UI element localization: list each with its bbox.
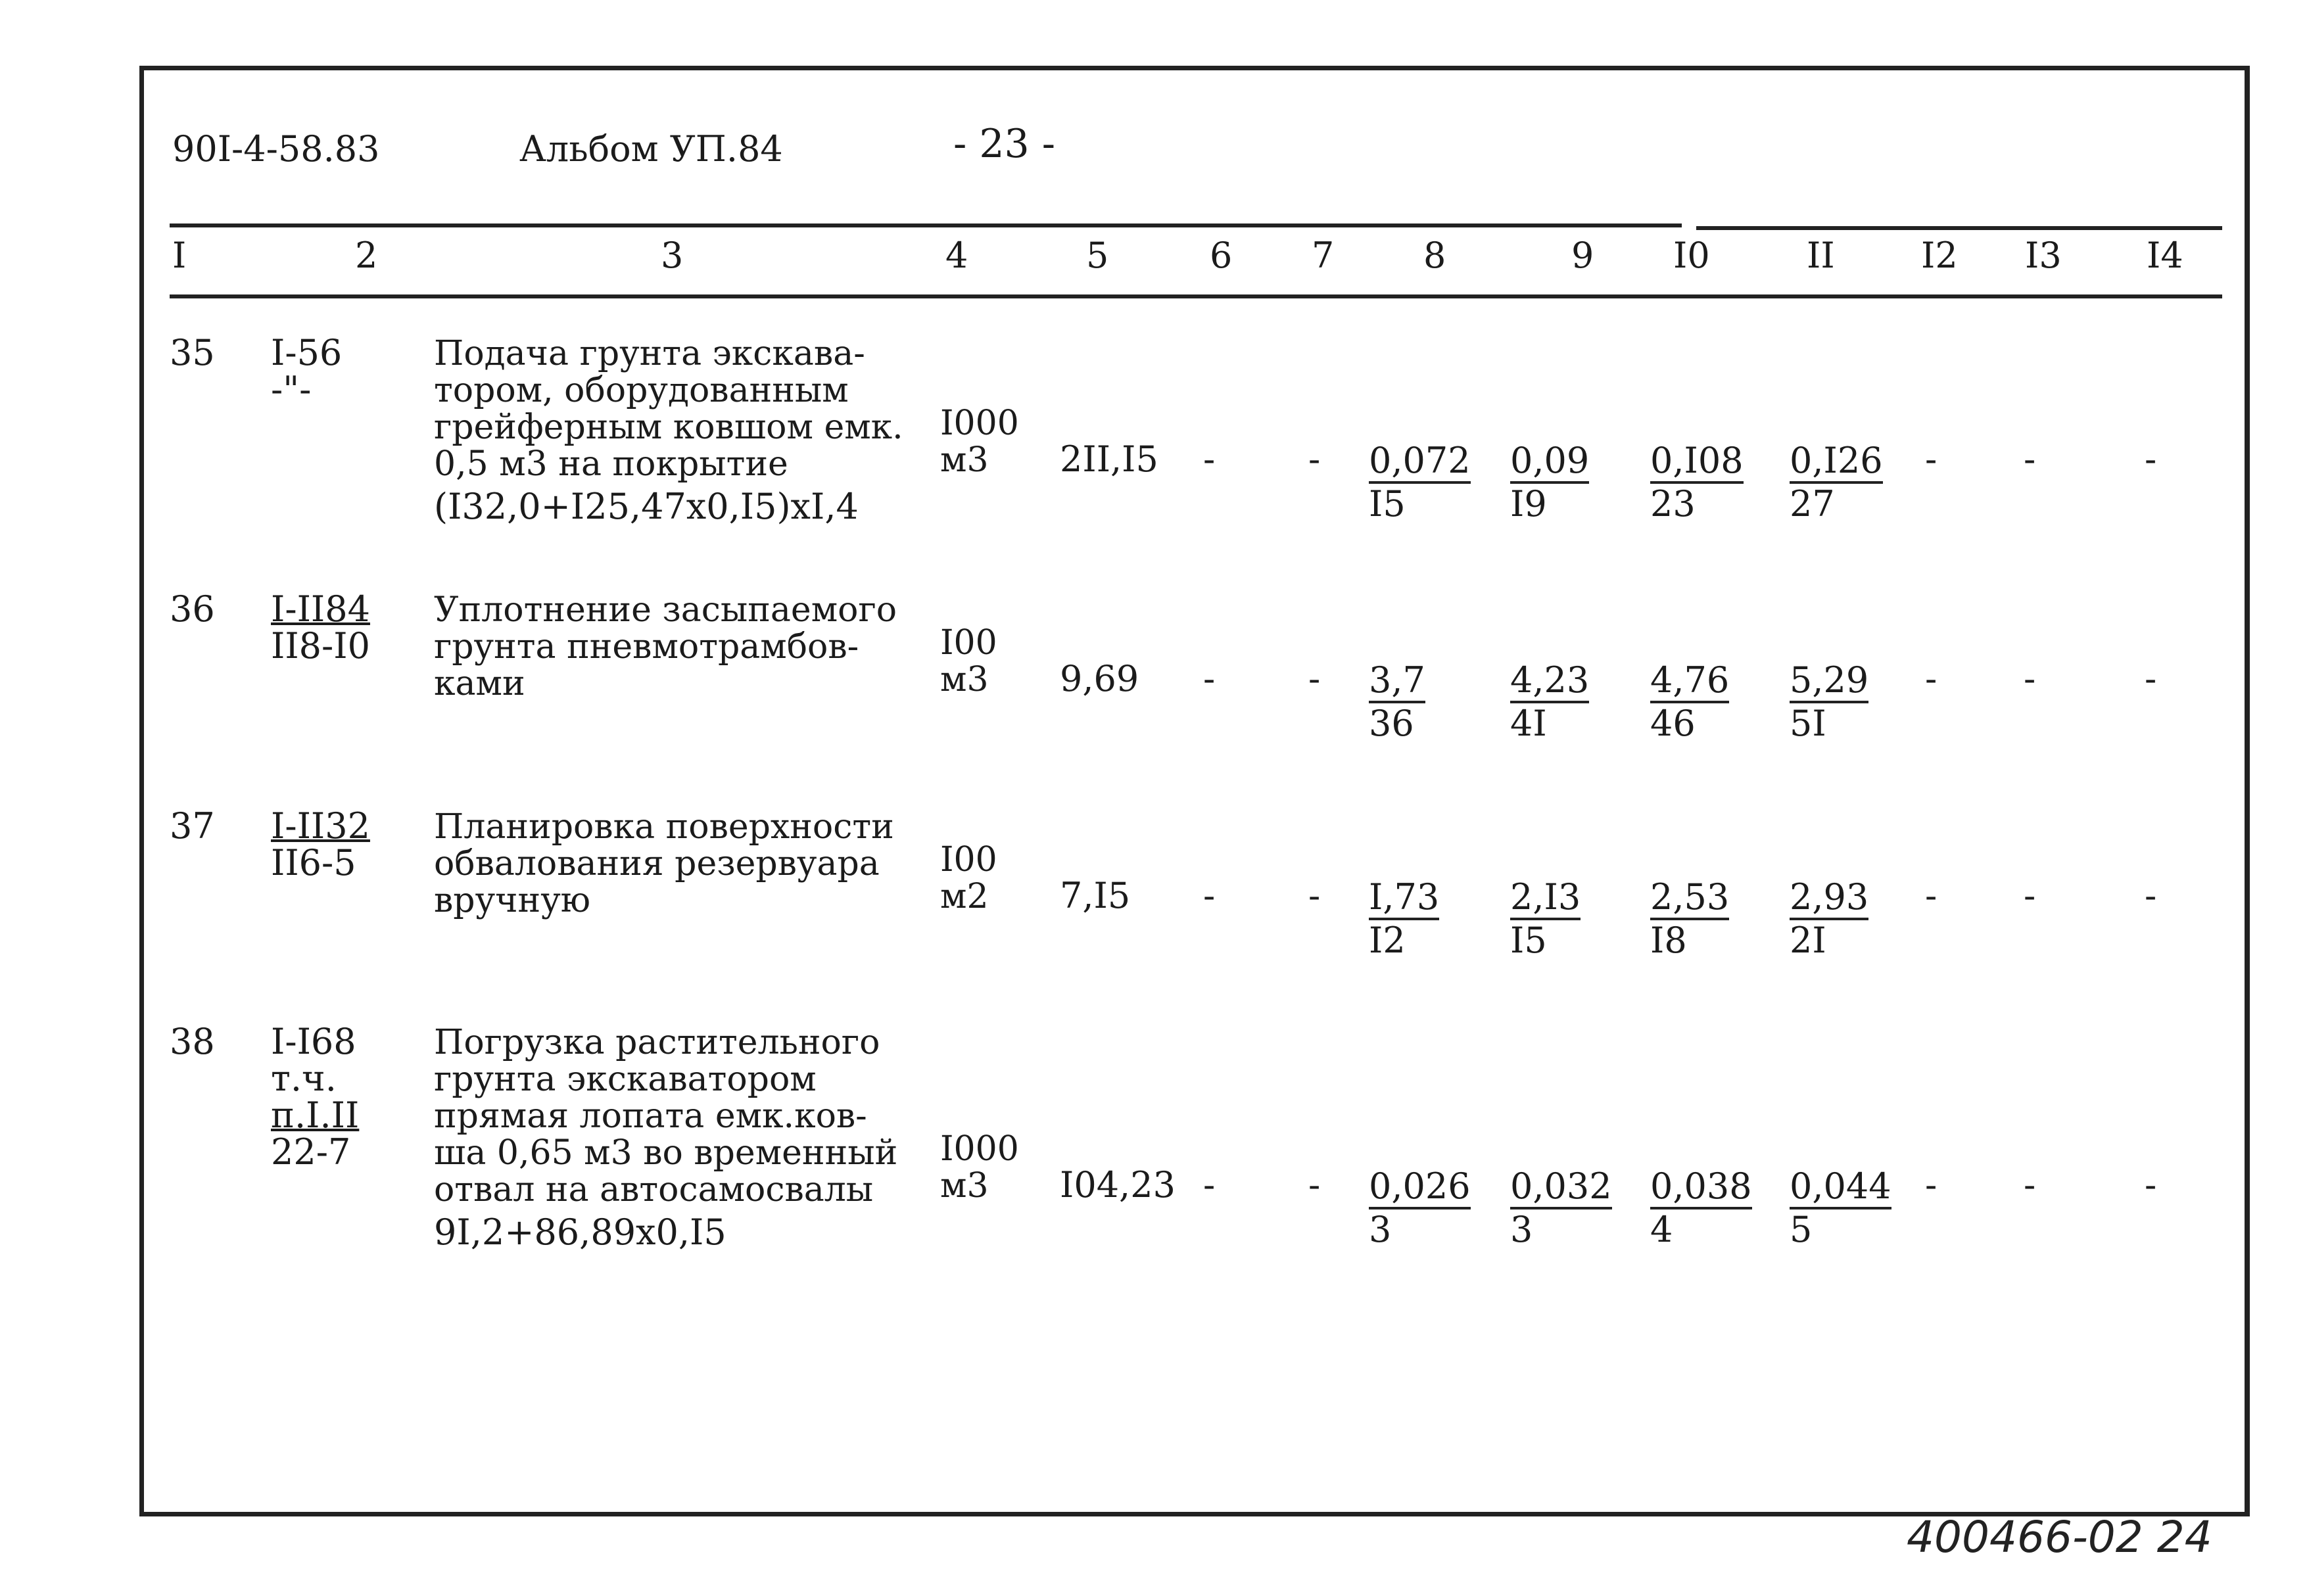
row-fraction-col11 xyxy=(1790,1167,1891,1250)
row-col6: - xyxy=(1203,875,1216,916)
row-code-line: I-I68 xyxy=(271,1021,356,1062)
row-col13: - xyxy=(2024,438,2036,480)
row-unit: I000 м3 xyxy=(940,1129,1019,1206)
row-fraction-col8 xyxy=(1369,442,1471,525)
row-quantity: 2II,I5 xyxy=(1060,438,1158,480)
album-label: Альбом УП.84 xyxy=(519,128,783,170)
fraction-denominator: 23 xyxy=(1650,483,1696,525)
fraction-denominator: 5 xyxy=(1790,1209,1813,1250)
row-col7: - xyxy=(1308,658,1321,699)
row-col12: - xyxy=(1925,875,1938,916)
row-fraction-col9 xyxy=(1510,442,1589,525)
row-col7: - xyxy=(1308,438,1321,480)
row-code-line: II6-5 xyxy=(271,842,356,883)
handwritten-archive-code: 400466-02 24 xyxy=(1907,1512,2212,1562)
fraction-numerator: 0,072 xyxy=(1369,442,1471,484)
column-header-13: I3 xyxy=(2025,235,2062,276)
row-code-line: I-56 xyxy=(271,332,343,373)
fraction-denominator: 27 xyxy=(1790,483,1835,525)
column-header-5: 5 xyxy=(1086,235,1109,276)
fraction-numerator: 2,53 xyxy=(1650,878,1729,920)
row-formula: 9I,2+86,89x0,I5 xyxy=(434,1211,726,1253)
fraction-numerator: 0,I26 xyxy=(1790,442,1883,484)
fraction-numerator: 2,I3 xyxy=(1510,878,1581,920)
column-header-14: I4 xyxy=(2147,235,2183,276)
row-fraction-col10 xyxy=(1650,661,1729,744)
fraction-numerator: 4,76 xyxy=(1650,661,1729,703)
row-fraction-col9 xyxy=(1510,878,1581,961)
column-header-11: II xyxy=(1807,235,1835,276)
row-fraction-col8 xyxy=(1369,878,1439,961)
row-fraction-col11 xyxy=(1790,878,1868,961)
fraction-numerator: 0,09 xyxy=(1510,442,1589,484)
fraction-numerator: 0,038 xyxy=(1650,1167,1752,1209)
row-description: Погрузка растительного грунта экскаватором прямая лопата емк.ков- ша 0,65 м3 во временный отвал на автосамосвалы xyxy=(434,1023,898,1209)
fraction-denominator: 5I xyxy=(1790,703,1826,744)
row-number: 36 xyxy=(170,588,215,630)
column-header-12: I2 xyxy=(1921,235,1958,276)
fraction-numerator: 2,93 xyxy=(1790,878,1868,920)
column-header-8: 8 xyxy=(1423,235,1446,276)
row-description: Подача грунта экскава- тором, оборудованным грейферным ковшом емк. 0,5 м3 на покрытие xyxy=(434,334,903,484)
row-col12: - xyxy=(1925,1164,1938,1206)
column-header-4: 4 xyxy=(945,235,968,276)
row-unit: I00 м2 xyxy=(940,840,997,916)
fraction-numerator: 4,23 xyxy=(1510,661,1589,703)
row-fraction-col8 xyxy=(1369,661,1425,744)
row-unit: I000 м3 xyxy=(940,404,1019,480)
row-quantity: 9,69 xyxy=(1060,658,1139,699)
row-col14: - xyxy=(2145,1164,2157,1206)
column-header-1: I xyxy=(172,235,187,276)
fraction-denominator: 3 xyxy=(1510,1209,1533,1250)
row-code-line: 22-7 xyxy=(271,1131,351,1173)
row-col14: - xyxy=(2145,438,2157,480)
fraction-denominator: 36 xyxy=(1369,703,1414,744)
row-col14: - xyxy=(2145,875,2157,916)
column-header-3: 3 xyxy=(661,235,684,276)
column-header-2: 2 xyxy=(355,235,378,276)
row-col6: - xyxy=(1203,658,1216,699)
row-fraction-col10 xyxy=(1650,1167,1752,1250)
row-description: Планировка поверхности обвалования резервуара вручную xyxy=(434,807,894,920)
row-description: Уплотнение засыпаемого грунта пневмотрамбов- ками xyxy=(434,590,897,703)
fraction-numerator: 0,I08 xyxy=(1650,442,1744,484)
row-col13: - xyxy=(2024,875,2036,916)
column-header-6: 6 xyxy=(1210,235,1233,276)
fraction-denominator: 46 xyxy=(1650,703,1696,744)
page-number: - 23 - xyxy=(953,121,1056,167)
row-fraction-col10 xyxy=(1650,878,1729,961)
page-frame xyxy=(139,66,2250,1516)
row-col7: - xyxy=(1308,1164,1321,1206)
row-col12: - xyxy=(1925,438,1938,480)
column-header-9: 9 xyxy=(1571,235,1594,276)
fraction-denominator: 3 xyxy=(1369,1209,1392,1250)
row-code-line: т.ч. xyxy=(271,1058,337,1099)
row-formula: (I32,0+I25,47x0,I5)xI,4 xyxy=(434,486,859,527)
header-rule-top-left xyxy=(170,223,1682,227)
row-col6: - xyxy=(1203,438,1216,480)
column-header-7: 7 xyxy=(1312,235,1335,276)
row-code-line: -"- xyxy=(271,369,312,410)
fraction-denominator: I8 xyxy=(1650,920,1687,961)
fraction-numerator: 0,032 xyxy=(1510,1167,1612,1209)
row-col13: - xyxy=(2024,1164,2036,1206)
row-code-line: II8-I0 xyxy=(271,625,370,667)
row-fraction-col10 xyxy=(1650,442,1744,525)
row-quantity: I04,23 xyxy=(1060,1164,1176,1206)
row-fraction-col11 xyxy=(1790,442,1883,525)
row-code-line: п.I.II xyxy=(271,1094,360,1136)
row-col12: - xyxy=(1925,658,1938,699)
row-code-line: I-II84 xyxy=(271,588,370,630)
fraction-numerator: 5,29 xyxy=(1790,661,1868,703)
fraction-denominator: I2 xyxy=(1369,920,1406,961)
header-rule-bottom xyxy=(170,294,2222,298)
doc-code: 90I-4-58.83 xyxy=(172,128,380,170)
row-col13: - xyxy=(2024,658,2036,699)
row-fraction-col8 xyxy=(1369,1167,1471,1250)
fraction-denominator: I9 xyxy=(1510,483,1547,525)
row-col14: - xyxy=(2145,658,2157,699)
row-col7: - xyxy=(1308,875,1321,916)
row-number: 35 xyxy=(170,332,215,373)
row-fraction-col9 xyxy=(1510,661,1589,744)
row-quantity: 7,I5 xyxy=(1060,875,1131,916)
row-col6: - xyxy=(1203,1164,1216,1206)
fraction-denominator: 2I xyxy=(1790,920,1826,961)
row-number: 38 xyxy=(170,1021,215,1062)
row-code-line: I-II32 xyxy=(271,805,370,847)
row-fraction-col9 xyxy=(1510,1167,1612,1250)
fraction-denominator: I5 xyxy=(1369,483,1406,525)
header-rule-top-right xyxy=(1696,226,2222,230)
fraction-denominator: 4I xyxy=(1510,703,1547,744)
row-number: 37 xyxy=(170,805,215,847)
fraction-numerator: I,73 xyxy=(1369,878,1439,920)
row-unit: I00 м3 xyxy=(940,623,997,699)
fraction-numerator: 0,044 xyxy=(1790,1167,1891,1209)
fraction-denominator: I5 xyxy=(1510,920,1547,961)
fraction-numerator: 3,7 xyxy=(1369,661,1425,703)
column-header-10: I0 xyxy=(1673,235,1710,276)
fraction-numerator: 0,026 xyxy=(1369,1167,1471,1209)
fraction-denominator: 4 xyxy=(1650,1209,1673,1250)
row-fraction-col11 xyxy=(1790,661,1868,744)
